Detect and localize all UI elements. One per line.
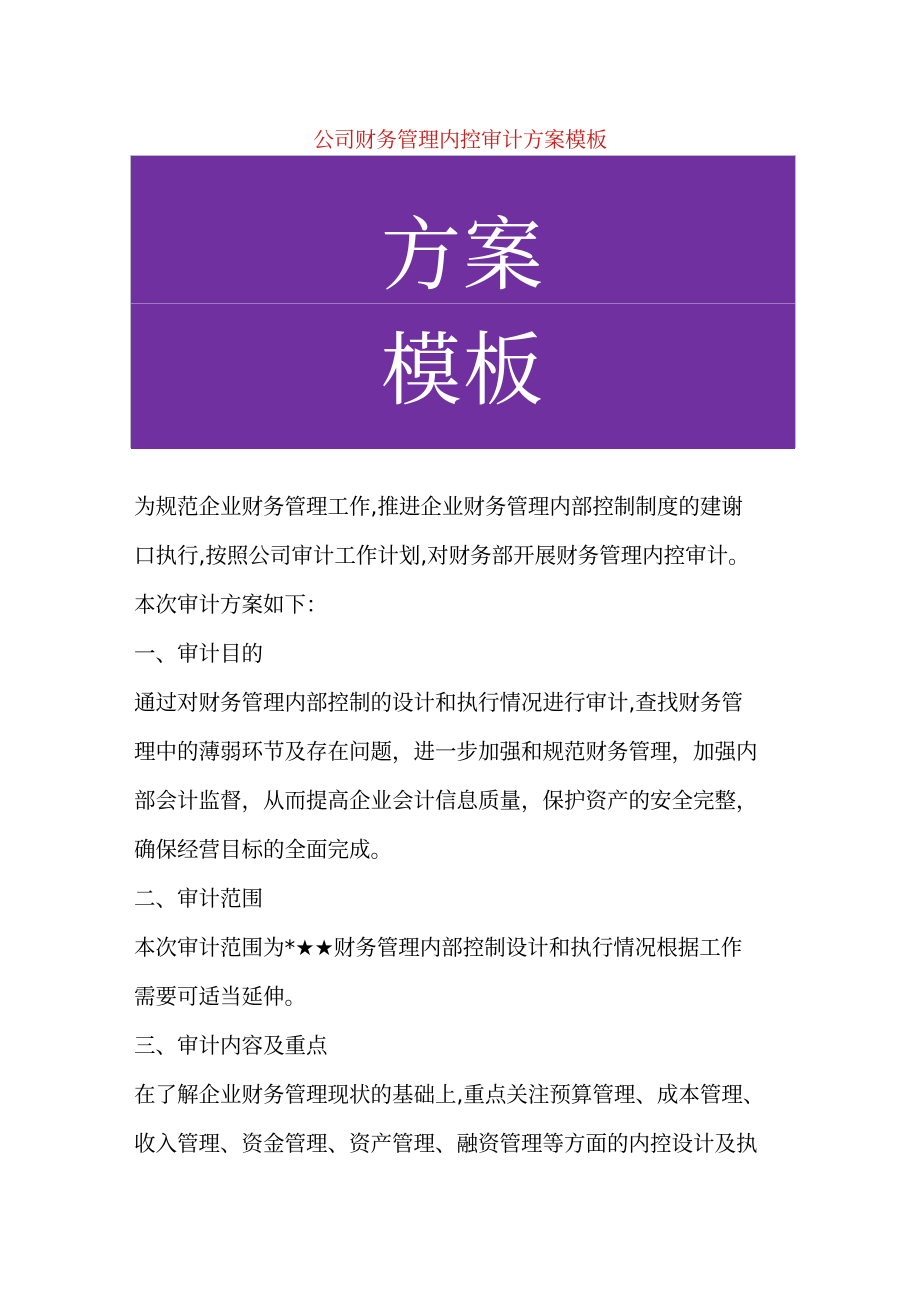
document-title: 公司财务管理内控审计方案模板 (313, 128, 607, 152)
body-line: 确保经营目标的全面完成。 (134, 838, 393, 863)
banner-line-1: 方案 (381, 209, 545, 302)
body-line: 在了解企业财务管理现状的基础上,重点关注预算管理、成本管理、 (134, 1083, 765, 1108)
title-banner (130, 155, 796, 448)
section-heading: 二、审计范围 (134, 887, 264, 912)
section-heading: 三、审计内容及重点 (134, 1034, 328, 1059)
body-line: 部会计监督，从而提高企业会计信息质量，保护资产的安全完整， (134, 789, 758, 814)
body-line: 需要可适当延伸。 (134, 985, 307, 1010)
body-line: 收入管理、资金管理、资产管理、融资管理等方面的内控设计及执 (134, 1132, 758, 1157)
document-body (134, 483, 804, 1169)
body-line: 通过对财务管理内部控制的设计和执行情况进行审计,查找财务管 (134, 691, 743, 716)
banner-line-2: 模板 (381, 324, 545, 417)
body-line: 为规范企业财务管理工作,推进企业财务管理内部控制制度的建谢 (134, 495, 743, 520)
body-line: 口执行,按照公司审计工作计划,对财务部开展财务管理内控审计。 (134, 544, 750, 569)
body-line: 本次审计方案如下： (134, 593, 328, 618)
section-heading: 一、审计目的 (134, 642, 264, 667)
body-line: 理中的薄弱环节及存在问题，进一步加强和规范财务管理，加强内 (134, 740, 758, 765)
body-line: 本次审计范围为*★★财务管理内部控制设计和执行情况根据工作 (134, 936, 743, 961)
